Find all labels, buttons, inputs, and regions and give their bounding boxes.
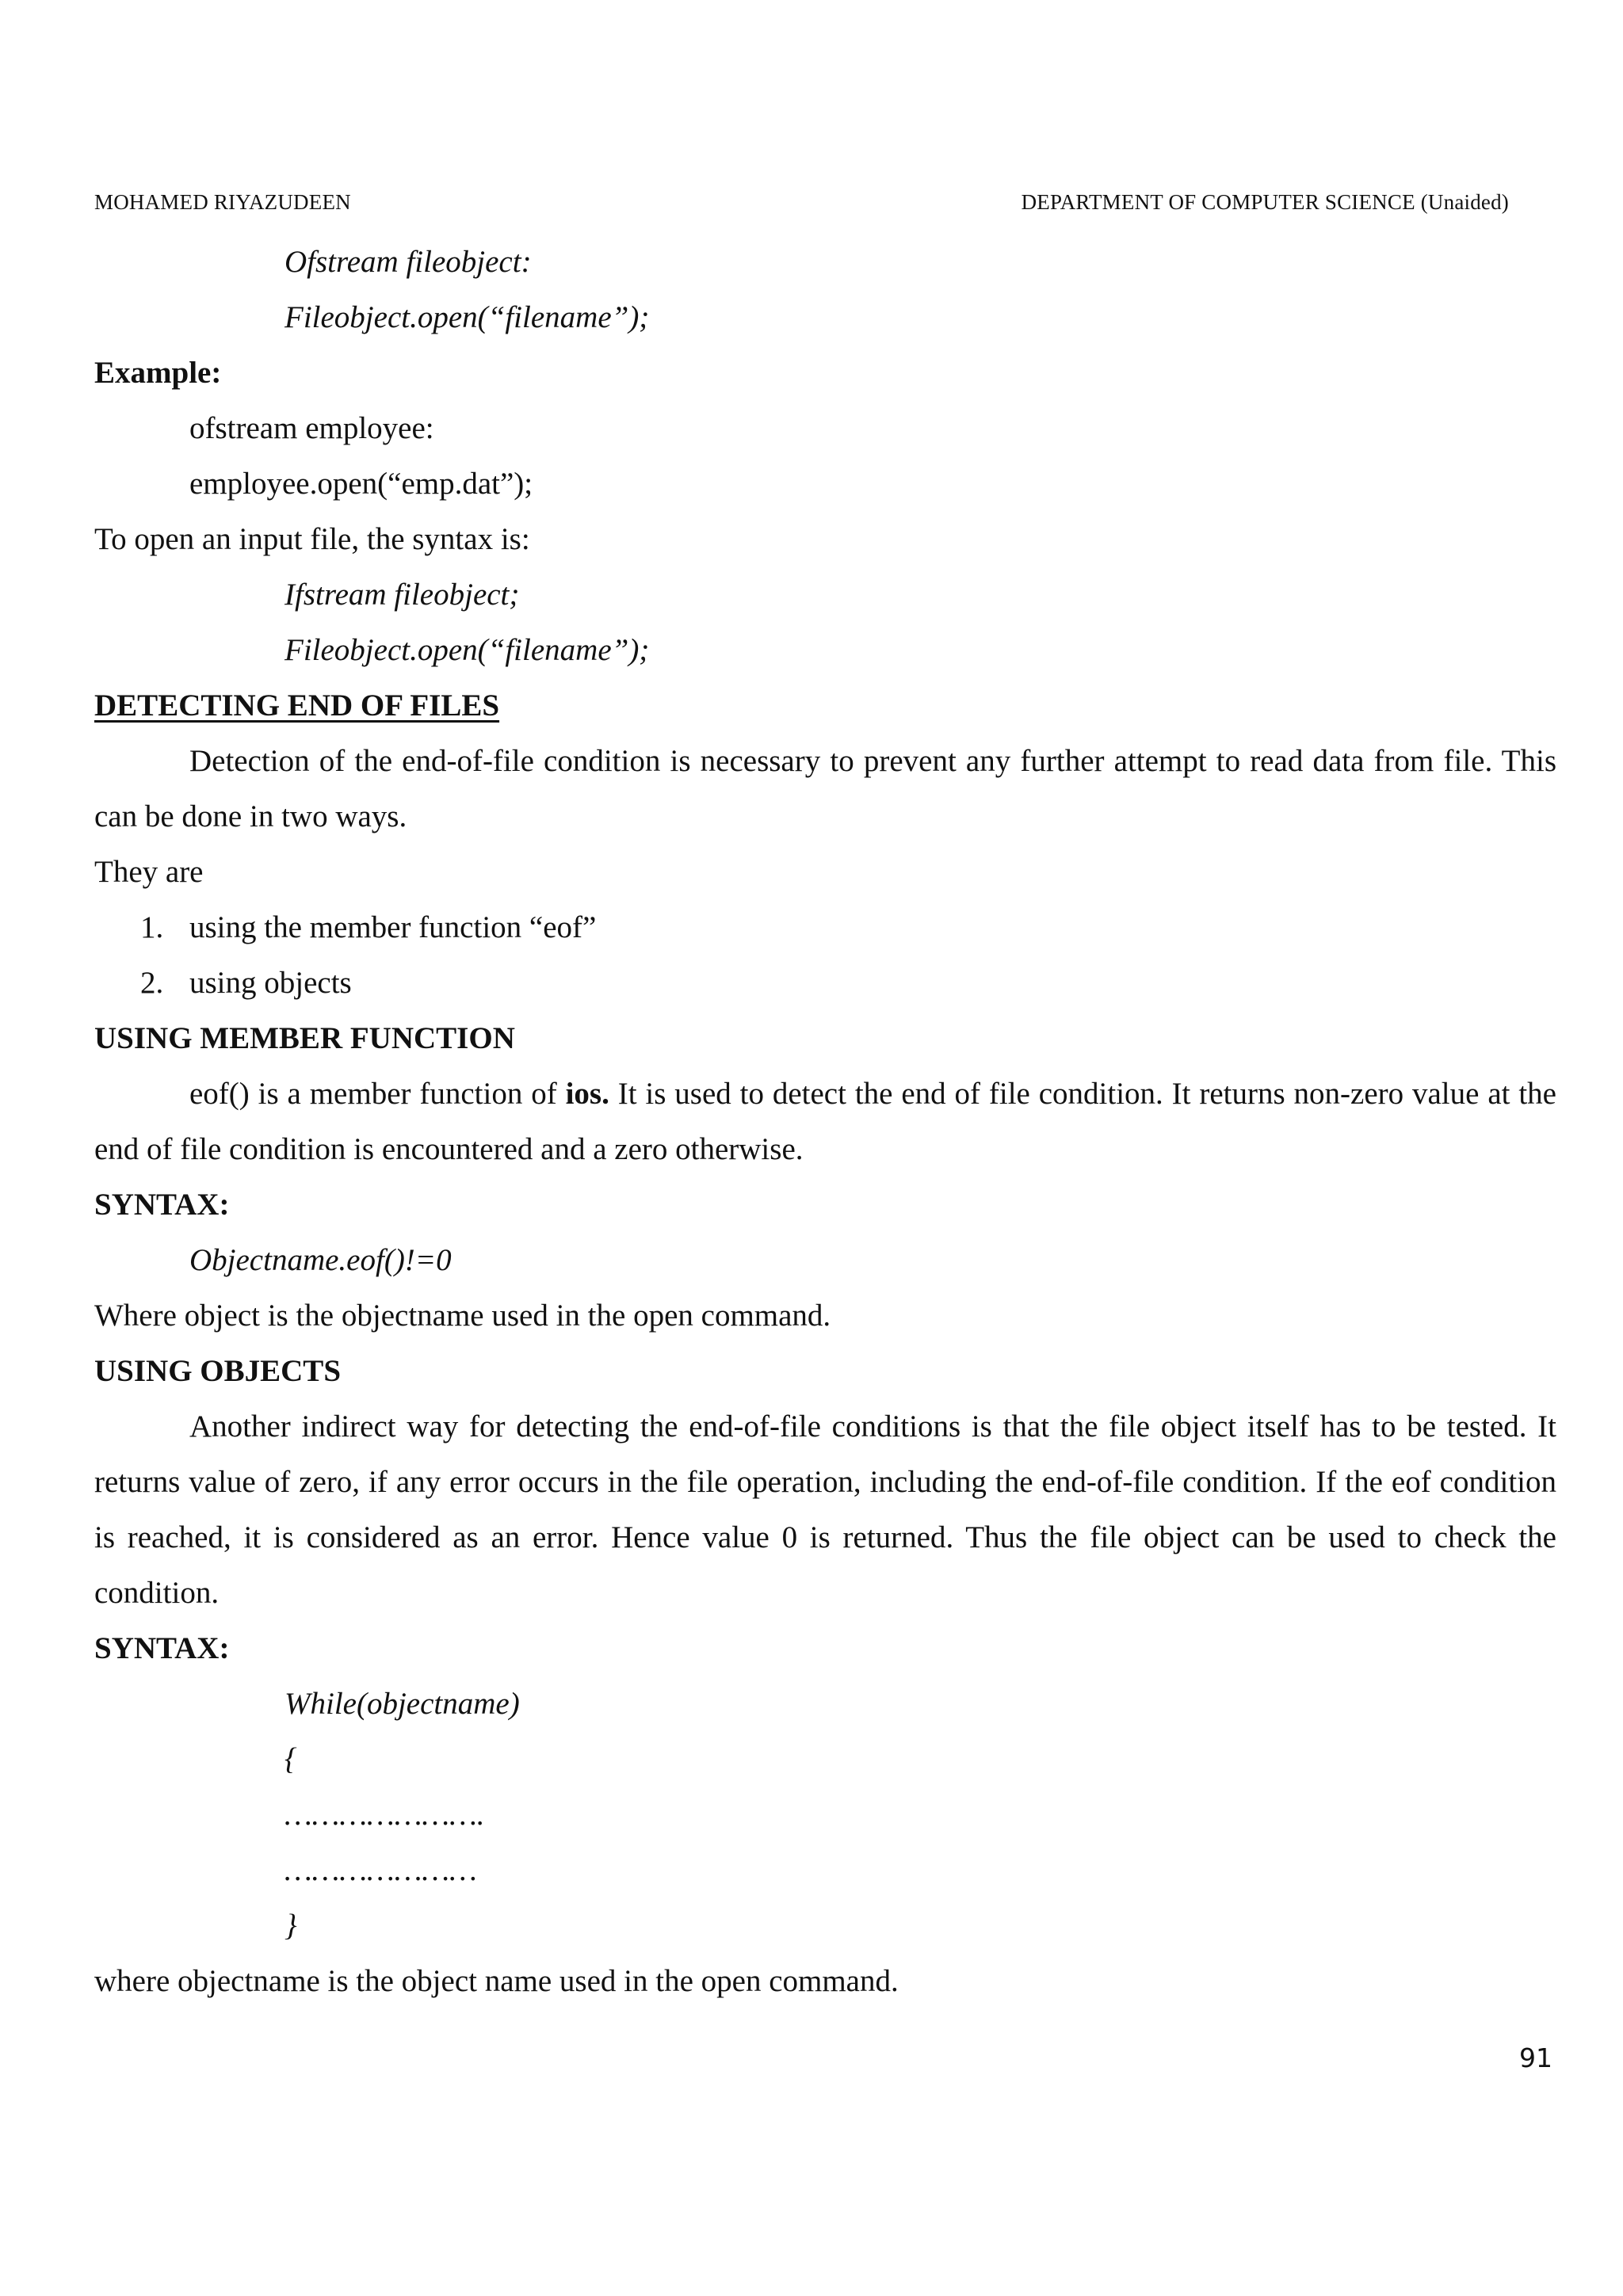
list-item-text: using the member function “eof” [189,910,597,944]
member-function-ios: ios. [565,1077,609,1111]
list-item-text: using objects [189,966,352,1000]
input-syntax-intro: To open an input file, the syntax is: [94,522,530,556]
code-line: } [285,1909,297,1943]
example-heading: Example: [94,356,222,390]
member-function-paragraph [94,1066,1556,1177]
detecting-heading-text: DETECTING END OF FILES [94,688,500,723]
using-objects-where: where objectname is the object name used in the open command. [94,1964,899,1998]
using-objects-syntax-heading: SYNTAX: [94,1631,230,1665]
member-function-heading: USING MEMBER FUNCTION [94,1021,515,1055]
code-line: …………………. [285,1798,485,1832]
page-number: 91 [1519,2042,1552,2073]
member-function-text-pre: eof() is a member function of [189,1077,566,1111]
they-are-text: They are [94,855,204,889]
using-objects-paragraph: Another indirect way for detecting the end-of-file conditions is that the file object itself has to be tested. It returns value of zero, if any error occurs in the file operation, including the end-of-file condition. If the eof condition is reached, it is considered as an error. Hence value 0 is returned. Thus the file object can be used to check the condition. [94,1409,1556,1610]
member-function-where: Where object is the objectname used in the open command. [94,1299,831,1333]
header-department: DEPARTMENT OF COMPUTER SCIENCE (Unaided) [1021,190,1509,214]
code-line: ………………… [285,1853,477,1887]
member-function-syntax: Objectname.eof()!=0 [189,1243,452,1277]
output-syntax-line-2: Fileobject.open(“filename”); [285,300,650,334]
list-item [94,955,1556,1011]
output-syntax-line-1: Ofstream fileobject: [285,245,532,279]
using-objects-heading: USING OBJECTS [94,1354,342,1388]
list-item-number: 2. [140,966,164,1000]
member-function-text-post: It is used to detect the end of file condition. It returns non-zero value at the end of file condition is encountered and a zero otherwise. [94,1077,1556,1166]
member-function-syntax-heading: SYNTAX: [94,1188,230,1222]
input-syntax-line-2: Fileobject.open(“filename”); [285,633,650,667]
example-line-2: employee.open(“emp.dat”); [189,467,533,501]
code-line: While(objectname) [285,1687,520,1721]
example-line-1: ofstream employee: [189,411,434,445]
list-item [94,900,1556,955]
detecting-heading [94,678,1556,734]
list-item-number: 1. [140,910,164,944]
detecting-paragraph: Detection of the end-of-file condition is necessary to prevent any further attempt to read data from file. This can be done in two ways. [94,744,1556,833]
page-body [94,235,1556,2009]
input-syntax-line-1: Ifstream fileobject; [285,578,520,612]
code-line: { [285,1742,297,1776]
header-author: MOHAMED RIYAZUDEEN [94,190,351,214]
